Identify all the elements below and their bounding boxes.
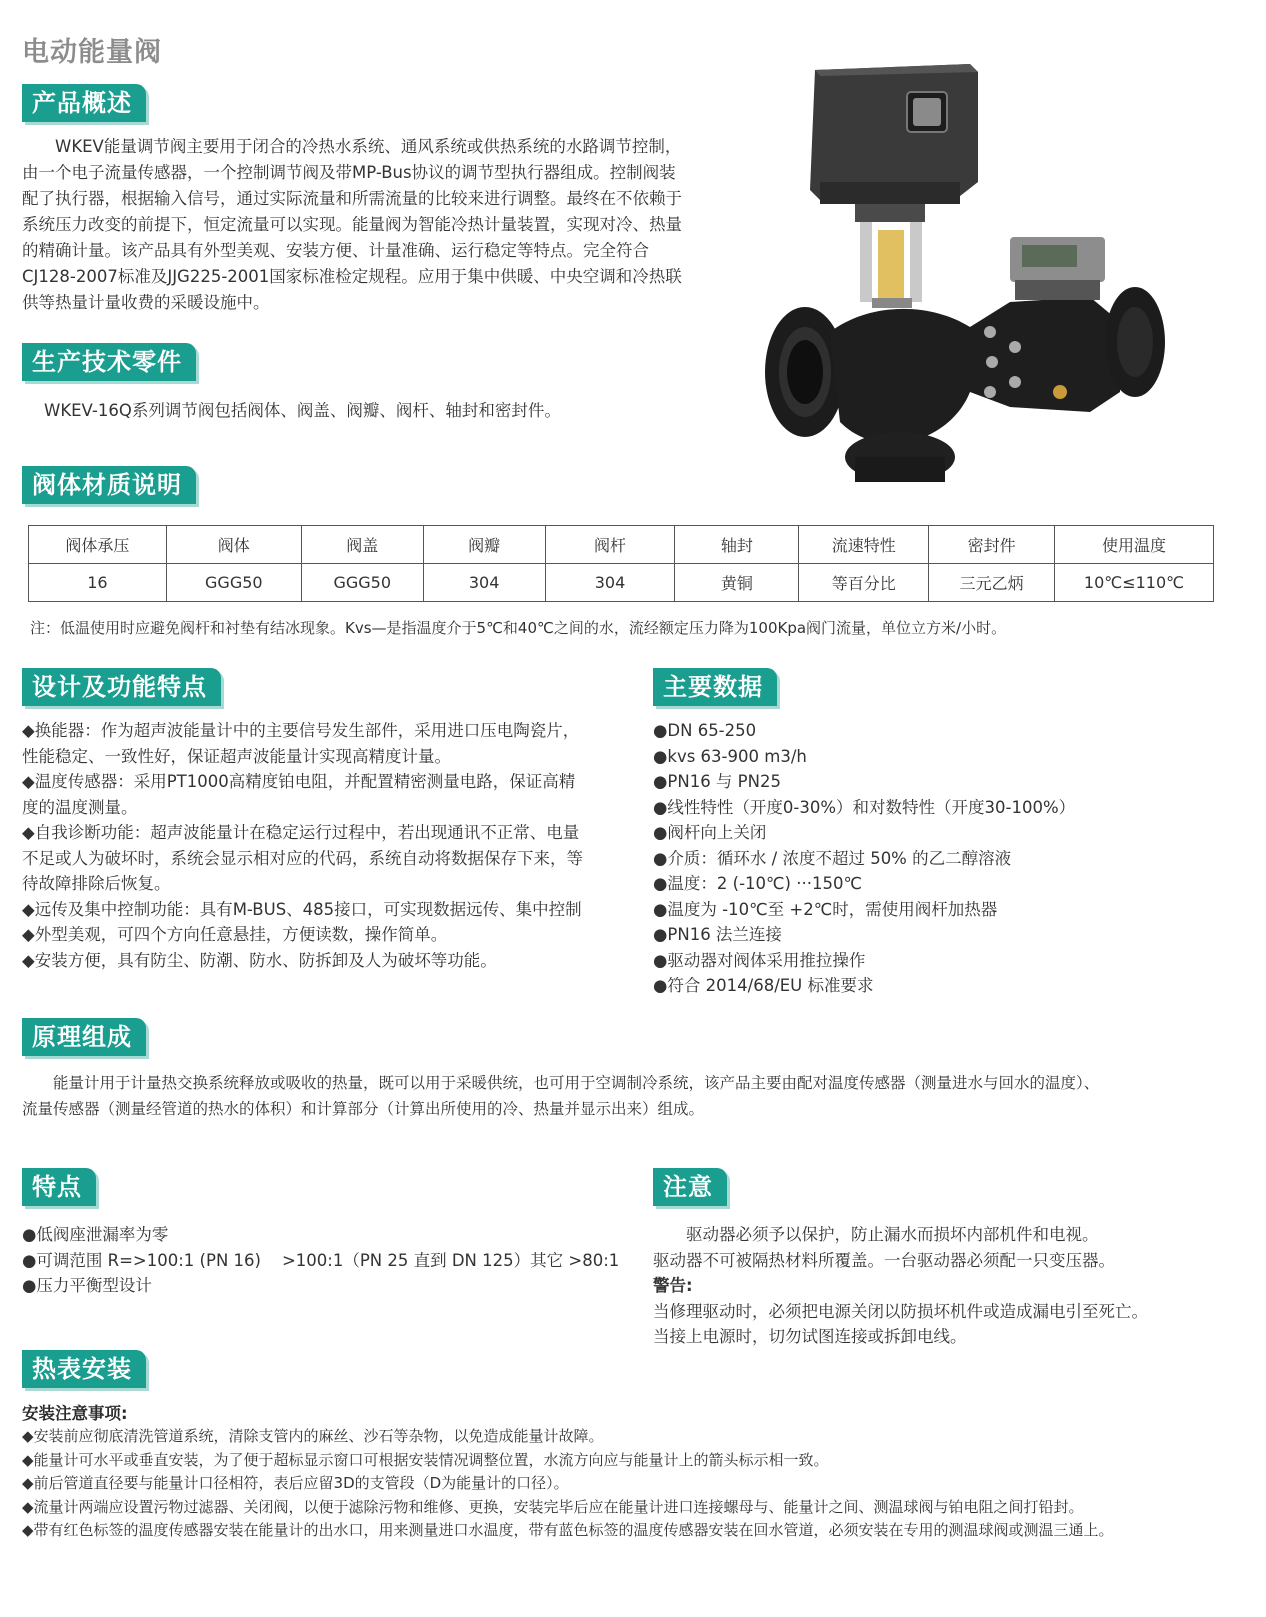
overview-line: 的精确计量。该产品具有外型美观、安装方便、计量准确、运行稳定等特点。完全符合	[22, 241, 649, 260]
list-item: ●符合 2014/68/EU 标准要求	[653, 976, 874, 995]
table-cell: GGG50	[301, 564, 423, 602]
section-heading-attention: 注意	[653, 1168, 727, 1206]
table-header-row	[29, 526, 1214, 564]
table-header-cell: 阀瓣	[423, 526, 545, 564]
features-list	[22, 1222, 619, 1299]
section-heading-install: 热表安装	[22, 1350, 146, 1388]
list-item: ●温度：2 (-10℃) ···150℃	[653, 874, 862, 893]
table-header-cell: 轴封	[675, 526, 799, 564]
section-heading-design: 设计及功能特点	[22, 668, 221, 706]
list-item: ●线性特性（开度0-30%）和对数特性（开度30-100%）	[653, 797, 1076, 817]
attention-line: 驱动器不可被隔热材料所覆盖。一台驱动器必须配一只变压器。	[653, 1250, 1115, 1270]
list-item: ●DN 65-250	[653, 721, 757, 740]
list-item: ◆远传及集中控制功能：具有M-BUS、485接口，可实现数据远传、集中控制	[22, 899, 582, 919]
list-item: ●PN16 法兰连接	[653, 925, 782, 944]
list-item: ◆温度传感器：采用PT1000高精度铂电阻，并配置精密测量电路，保证高精	[22, 772, 576, 791]
warning-label: 警告:	[653, 1276, 693, 1295]
table-cell: 等百分比	[799, 564, 929, 602]
section-heading-main-data: 主要数据	[653, 668, 777, 706]
table-header-cell: 使用温度	[1055, 526, 1214, 564]
overview-text	[22, 134, 742, 316]
overview-line: 由一个电子流量传感器，一个控制调节阀及带MP-Bus协议的调节型执行器组成。控制阀装	[22, 163, 676, 182]
list-item: ●压力平衡型设计	[22, 1276, 152, 1295]
design-list	[22, 718, 583, 973]
table-header-cell: 阀体	[166, 526, 301, 564]
list-item: ●驱动器对阀体采用推拉操作	[653, 950, 866, 970]
section-heading-principle: 原理组成	[22, 1018, 146, 1056]
list-item: ●低阀座泄漏率为零	[22, 1225, 169, 1244]
table-header-cell: 阀杆	[545, 526, 675, 564]
table-header-cell: 阀盖	[301, 526, 423, 564]
list-item: ◆外型美观，可四个方向任意悬挂，方便读数，操作简单。	[22, 925, 448, 944]
section-heading-material: 阀体材质说明	[22, 466, 196, 504]
parts-text: WKEV-16Q系列调节阀包括阀体、阀盖、阀瓣、阀杆、轴封和密封件。	[44, 401, 561, 420]
table-cell: 三元乙炳	[929, 564, 1055, 602]
table-cell: 16	[29, 564, 167, 602]
overview-line: CJ128-2007标准及JJG225-2001国家标准检定规程。应用于集中供暖、中央空调和冷热联	[22, 267, 682, 286]
list-item: ◆换能器：作为超声波能量计中的主要信号发生部件，采用进口压电陶瓷片，	[22, 721, 580, 740]
list-item: 度的温度测量。	[22, 797, 138, 817]
list-item: ◆自我诊断功能：超声波能量计在稳定运行过程中，若出现通讯不正常、电量	[22, 823, 580, 842]
table-cell: 304	[423, 564, 545, 602]
list-item: ●阀杆向上关闭	[653, 823, 767, 842]
list-item: ●可调范围 R=>100:1 (PN 16) >100:1（PN 25 直到 DN 125）其它 >80:1	[22, 1250, 620, 1270]
table-cell: 304	[545, 564, 675, 602]
table-header-cell: 流速特性	[799, 526, 929, 564]
overview-line: 供等热量计量收费的采暖设施中。	[22, 293, 270, 312]
principle-text	[22, 1070, 1252, 1122]
overview-line: WKEV能量调节阀主要用于闭合的冷热水系统、通风系统或供热系统的水路调节控制，	[55, 137, 682, 156]
install-subheading: 安装注意事项:	[22, 1404, 128, 1423]
material-table	[28, 525, 1214, 602]
list-item: ●介质：循环水 / 浓度不超过 50% 的乙二醇溶液	[653, 848, 1012, 868]
attention-line: 驱动器必须予以保护，防止漏水而损坏内部机件和电视。	[686, 1225, 1099, 1244]
table-cell: 黄铜	[675, 564, 799, 602]
table-row	[29, 564, 1214, 602]
table-header-cell: 阀体承压	[29, 526, 167, 564]
attention-line: 当接上电源时，切勿试图连接或拆卸电线。	[653, 1327, 967, 1346]
table-cell: GGG50	[166, 564, 301, 602]
list-item: ◆带有红色标签的温度传感器安装在能量计的出水口，用来测量进口水温度，带有蓝色标签的温度传感器安装在回水管道，必须安装在专用的测温球阀或测温三通上。	[22, 1521, 1114, 1539]
list-item: ◆流量计两端应设置污物过滤器、关闭阀，以便于滤除污物和维修、更换，安装完毕后应在能量计进口连接螺母与、能量计之间、测温球阀与铂电阻之间打铅封。	[22, 1497, 1084, 1516]
section-heading-overview: 产品概述	[22, 84, 146, 122]
table-header-cell: 密封件	[929, 526, 1055, 564]
overview-line: 配了执行器，根据输入信号，通过实际流量和所需流量的比较来进行调整。最终在不依赖于	[22, 189, 682, 208]
list-item: ◆安装前应彻底清洗管道系统，清除支管内的麻丝、沙石等杂物，以免造成能量计故障。	[22, 1427, 604, 1445]
section-heading-features: 特点	[22, 1168, 96, 1206]
attention-text	[653, 1222, 1148, 1350]
main-data-list	[653, 718, 1075, 999]
overview-line: 系统压力改变的前提下，恒定流量可以实现。能量阀为智能冷热计量装置，实现对冷、热量	[22, 215, 682, 234]
list-item: 不足或人为破坏时，系统会显示相对应的代码，系统自动将数据保存下来，等	[22, 848, 583, 868]
list-item: 待故障排除后恢复。	[22, 874, 171, 893]
material-note: 注：低温使用时应避免阀杆和衬垫有结冰现象。Kvs—是指温度介于5℃和40℃之间的水，流经额定压力降为100Kpa阀门流量，单位立方米/小时。	[30, 619, 1007, 637]
energy-valve-product-image	[760, 62, 1180, 492]
list-item: ◆能量计可水平或垂直安装，为了便于超标显示窗口可根据安装情况调整位置，水流方向应与能量计上的箭头标示相一致。	[22, 1450, 829, 1469]
list-item: ●PN16 与 PN25	[653, 772, 781, 791]
table-cell: 10℃≤110℃	[1055, 564, 1214, 602]
list-item: ●温度为 -10℃至 +2℃时，需使用阀杆加热器	[653, 899, 998, 919]
page-title: 电动能量阀	[22, 37, 162, 68]
list-item: ◆前后管道直径要与能量计口径相符，表后应留3D的支管段（D为能量计的口径）。	[22, 1474, 569, 1492]
principle-line: 能量计用于计量热交换系统释放或吸收的热量，既可以用于采暖供统，也可用于空调制冷系统，该产品主要由配对温度传感器（测量进水与回水的温度）、	[53, 1074, 1100, 1092]
list-item: 性能稳定、一致性好，保证超声波能量计实现高精度计量。	[22, 746, 451, 766]
principle-line: 流量传感器（测量经管道的热水的体积）和计算部分（计算出所使用的冷、热量并显示出来）组成。	[22, 1100, 705, 1118]
section-heading-parts: 生产技术零件	[22, 343, 196, 381]
list-item: ◆安装方便，具有防尘、防潮、防水、防拆卸及人为破坏等功能。	[22, 950, 497, 970]
list-item: ●kvs 63-900 m3/h	[653, 746, 807, 766]
install-list	[22, 1425, 1114, 1543]
attention-line: 当修理驱动时，必须把电源关闭以防损坏机件或造成漏电引至死亡。	[653, 1301, 1148, 1321]
